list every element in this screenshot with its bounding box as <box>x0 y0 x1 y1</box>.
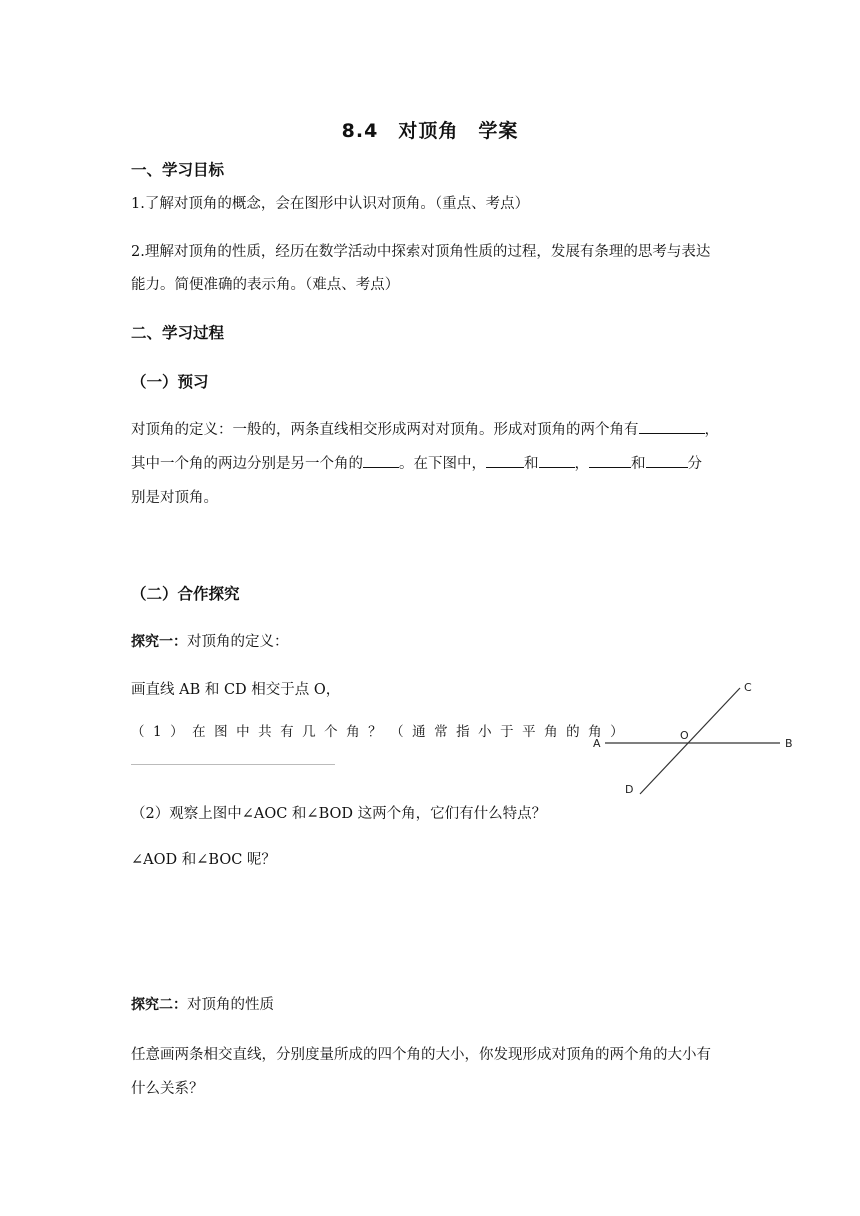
fill-blank-1[interactable] <box>639 419 705 434</box>
intersecting-lines-figure <box>585 674 805 804</box>
label-d: D <box>625 783 634 796</box>
preview-text-f: 分 <box>687 456 702 472</box>
fill-blank-6[interactable] <box>646 453 688 468</box>
fill-blank-4[interactable] <box>539 453 575 468</box>
preview-text-e: 和 <box>631 456 646 472</box>
explore-1-label: 探究一： <box>131 634 187 650</box>
preview-comma: ， <box>704 422 719 438</box>
goal-2-line-1: 2.理解对顶角的性质，经历在数学活动中探索对顶角性质的过程，发展有条理的思考与表达 <box>131 244 711 260</box>
answer-line-faint[interactable] <box>131 764 335 765</box>
preview-text-b: 。在下图中， <box>399 456 486 472</box>
preview-line-2 <box>131 452 702 473</box>
label-b: B <box>785 737 793 750</box>
explore-2-text: 对顶角的性质 <box>187 997 274 1013</box>
section-heading-goals: 一、学习目标 <box>131 161 225 179</box>
section-heading-process: 二、学习过程 <box>131 324 225 342</box>
fill-blank-5[interactable] <box>589 453 631 468</box>
line-cd <box>640 688 740 794</box>
explore-2-line-2: 什么关系？ <box>131 1081 204 1097</box>
preview-line-3: 别是对顶角。 <box>131 490 218 506</box>
subsection-heading-coop: （二）合作探究 <box>131 585 240 603</box>
goal-1: 1.了解对顶角的概念，会在图形中认识对顶角。（重点、考点） <box>131 196 530 212</box>
question-2: （2）观察上图中∠AOC 和∠BOD 这两个角，它们有什么特点？ <box>131 806 547 822</box>
fill-blank-2[interactable] <box>363 453 399 468</box>
goal-2-line-2: 能力。简便准确的表示角。（难点、考点） <box>131 277 400 293</box>
question-3: ∠AOD 和∠BOC 呢？ <box>131 852 276 868</box>
label-o: O <box>680 729 689 742</box>
explore-2-line-1: 任意画两条相交直线，分别度量所成的四个角的大小，你发现形成对顶角的两个角的大小有 <box>131 1047 711 1063</box>
page-title: 8.4 对顶角 学案 <box>341 120 519 142</box>
preview-text-d: ， <box>574 456 589 472</box>
label-c: C <box>744 681 752 694</box>
explore-2-label: 探究二： <box>131 997 187 1013</box>
preview-text-a: 其中一个角的两边分别是另一个角的 <box>131 456 363 472</box>
label-a: A <box>593 737 601 750</box>
explore-1-line <box>131 630 289 651</box>
preview-definition-text: 对顶角的定义：一般的，两条直线相交形成两对对顶角。形成对顶角的两个角有 <box>131 422 639 438</box>
fill-blank-3[interactable] <box>486 453 524 468</box>
preview-text-c: 和 <box>524 456 539 472</box>
preview-line-1 <box>131 418 719 439</box>
draw-instruction: 画直线 AB 和 CD 相交于点 O， <box>131 682 341 698</box>
explore-1-text: 对顶角的定义： <box>187 634 289 650</box>
subsection-heading-preview: （一）预习 <box>131 373 209 391</box>
question-1: （1）在图中共有几个角？（通常指小于平角的角） <box>131 724 633 740</box>
explore-2-line <box>131 993 274 1014</box>
